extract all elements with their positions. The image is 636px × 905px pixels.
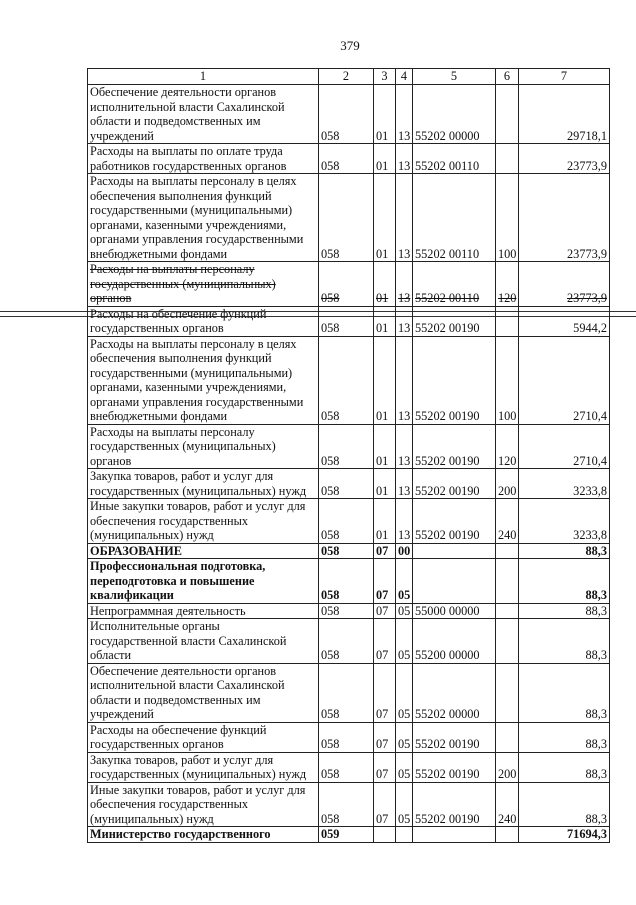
table-row	[88, 543, 610, 559]
cell-expense-type: 240	[496, 782, 519, 827]
cell-name	[88, 336, 319, 424]
cell-subsection: 13	[396, 85, 413, 144]
cell-subsection: 05	[396, 559, 413, 604]
cell-ministry-code: 058	[319, 752, 374, 782]
table-row	[88, 603, 610, 619]
cell-name-line: учреждений	[90, 128, 154, 143]
cell-amount: 88,3	[519, 722, 610, 752]
cell-section: 01	[374, 144, 396, 174]
cell-amount: 23773,9	[519, 174, 610, 262]
cell-expense-type: 200	[496, 469, 519, 499]
cell-name-line: области и подведомственных им	[90, 114, 261, 128]
cell-target-article	[413, 827, 496, 843]
table-row	[88, 619, 610, 664]
cell-ministry-code: 058	[319, 85, 374, 144]
cell-name-line: государственными (муниципальными)	[90, 203, 293, 217]
cell-amount: 23773,9	[519, 262, 610, 307]
cell-name	[88, 499, 319, 544]
cell-name	[88, 543, 319, 559]
cell-amount: 3233,8	[519, 469, 610, 499]
cell-name-line: области	[90, 648, 132, 662]
cell-amount: 88,3	[519, 619, 610, 664]
cell-name	[88, 603, 319, 619]
cell-section	[374, 827, 396, 843]
cell-target-article: 55202 00000	[413, 663, 496, 722]
cell-expense-type	[496, 306, 519, 336]
cell-ministry-code: 058	[319, 543, 374, 559]
column-header: 3	[374, 69, 396, 85]
cell-name	[88, 174, 319, 262]
column-header: 1	[88, 69, 319, 85]
table-header-row	[88, 69, 610, 85]
cell-expense-type: 100	[496, 174, 519, 262]
cell-section: 07	[374, 603, 396, 619]
cell-subsection: 05	[396, 663, 413, 722]
cell-name-line: Министерство государственного	[90, 827, 271, 841]
cell-ministry-code: 058	[319, 174, 374, 262]
cell-name-line: государственных органов	[90, 321, 224, 335]
cell-name-line: переподготовка и повышение	[90, 573, 255, 588]
table-row	[88, 663, 610, 722]
table-row	[88, 722, 610, 752]
cell-target-article: 55000 00000	[413, 603, 496, 619]
table-row	[88, 559, 610, 604]
cell-name	[88, 424, 319, 469]
cell-name-line: внебюджетными фондами	[90, 246, 228, 261]
cell-target-article: 55202 00190	[413, 499, 496, 544]
cell-subsection: 05	[396, 752, 413, 782]
cell-section: 01	[374, 469, 396, 499]
cell-ministry-code: 058	[319, 144, 374, 174]
cell-expense-type	[496, 722, 519, 752]
cell-name-line: обеспечения государственных	[90, 513, 249, 528]
cell-section: 07	[374, 543, 396, 559]
cell-target-article: 55202 00190	[413, 722, 496, 752]
cell-name	[88, 262, 319, 307]
cell-expense-type	[496, 827, 519, 843]
cell-section: 01	[374, 262, 396, 307]
cell-expense-type	[496, 144, 519, 174]
cell-expense-type	[496, 85, 519, 144]
column-header: 6	[496, 69, 519, 85]
table-row	[88, 262, 610, 307]
cell-amount: 2710,4	[519, 424, 610, 469]
cell-name-line: обеспечения государственных	[90, 797, 249, 811]
cell-subsection: 13	[396, 306, 413, 336]
cell-name	[88, 663, 319, 722]
cell-section: 07	[374, 663, 396, 722]
cell-subsection: 13	[396, 262, 413, 307]
cell-name	[88, 752, 319, 782]
cell-name-line: Расходы на выплаты персоналу	[90, 424, 255, 439]
cell-target-article	[413, 559, 496, 604]
cell-name-line: государственных органов	[90, 737, 224, 751]
cell-subsection: 13	[396, 336, 413, 424]
cell-amount: 5944,2	[519, 306, 610, 336]
cell-expense-type	[496, 663, 519, 722]
cell-ministry-code: 058	[319, 499, 374, 544]
table-row	[88, 306, 610, 336]
cell-subsection: 05	[396, 603, 413, 619]
cell-target-article: 55202 00190	[413, 424, 496, 469]
cell-name-line: ОБРАЗОВАНИЕ	[90, 543, 182, 558]
page-number: 379	[340, 38, 360, 53]
cell-expense-type: 100	[496, 336, 519, 424]
cell-ministry-code: 058	[319, 663, 374, 722]
column-header: 2	[319, 69, 374, 85]
cell-amount: 88,3	[519, 603, 610, 619]
cell-name-line: органов	[90, 453, 132, 468]
cell-expense-type: 200	[496, 752, 519, 782]
cell-ministry-code: 059	[319, 827, 374, 843]
cell-section: 01	[374, 499, 396, 544]
cell-name-line: органами, казенными учреждениями,	[90, 380, 287, 394]
cell-name	[88, 144, 319, 174]
cell-amount: 29718,1	[519, 85, 610, 144]
cell-name-line: внебюджетными фондами	[90, 409, 228, 423]
cell-name-line: органами управления государственными	[90, 232, 304, 246]
budget-table	[87, 68, 610, 843]
cell-name-line: органами управления государственными	[90, 394, 304, 409]
cell-amount: 2710,4	[519, 336, 610, 424]
cell-subsection: 00	[396, 543, 413, 559]
cell-name-line: Иные закупки товаров, работ и услуг для	[90, 782, 306, 797]
cell-amount: 23773,9	[519, 144, 610, 174]
table-row	[88, 424, 610, 469]
cell-name-line: Исполнительные органы	[90, 619, 220, 633]
cell-name-line: Иные закупки товаров, работ и услуг для	[90, 499, 306, 513]
cell-subsection: 05	[396, 722, 413, 752]
cell-name-line: Закупка товаров, работ и услуг для	[90, 469, 274, 483]
cell-target-article: 55202 00110	[413, 262, 496, 307]
cell-name	[88, 469, 319, 499]
cell-expense-type	[496, 603, 519, 619]
cell-expense-type	[496, 543, 519, 559]
cell-section: 01	[374, 336, 396, 424]
cell-target-article: 55202 00190	[413, 752, 496, 782]
cell-ministry-code: 058	[319, 782, 374, 827]
cell-ministry-code: 058	[319, 262, 374, 307]
cell-target-article	[413, 543, 496, 559]
table-row	[88, 499, 610, 544]
cell-name-line: работников государственных органов	[90, 158, 287, 173]
cell-name-line: Расходы на обеспечение функций	[90, 306, 267, 321]
cell-expense-type	[496, 559, 519, 604]
cell-subsection: 05	[396, 782, 413, 827]
cell-section: 01	[374, 85, 396, 144]
cell-name-line: Закупка товаров, работ и услуг для	[90, 752, 274, 767]
table-row	[88, 752, 610, 782]
cell-name-line: Расходы на выплаты персоналу в целях	[90, 174, 297, 188]
cell-target-article: 55202 00190	[413, 336, 496, 424]
cell-name	[88, 85, 319, 144]
cell-name-line: (муниципальных) нужд	[90, 528, 214, 542]
cell-name-line: Расходы на выплаты персоналу в целях	[90, 336, 297, 351]
cell-name-line: государственными (муниципальными)	[90, 365, 293, 380]
cell-ministry-code: 058	[319, 424, 374, 469]
cell-section: 01	[374, 174, 396, 262]
cell-subsection: 13	[396, 469, 413, 499]
cell-name-line: Непрограммная деятельность	[90, 603, 246, 618]
cell-ministry-code: 058	[319, 559, 374, 604]
cell-name-line: государственной власти Сахалинской	[90, 633, 287, 648]
cell-target-article: 55202 00190	[413, 306, 496, 336]
cell-name	[88, 722, 319, 752]
cell-name	[88, 559, 319, 604]
cell-section: 01	[374, 306, 396, 336]
cell-subsection: 13	[396, 499, 413, 544]
cell-ministry-code: 058	[319, 603, 374, 619]
cell-expense-type: 240	[496, 499, 519, 544]
column-header: 4	[396, 69, 413, 85]
column-header: 7	[519, 69, 610, 85]
cell-name-line: государственных (муниципальных)	[90, 276, 276, 291]
cell-name	[88, 306, 319, 336]
cell-name-line: Расходы на выплаты персоналу	[90, 262, 255, 276]
cell-section: 07	[374, 752, 396, 782]
cell-amount: 88,3	[519, 663, 610, 722]
cell-name-line: государственных (муниципальных)	[90, 439, 276, 453]
cell-section: 01	[374, 424, 396, 469]
cell-name-line: Расходы на обеспечение функций	[90, 722, 267, 737]
table-row	[88, 782, 610, 827]
table-row	[88, 827, 610, 843]
cell-amount: 88,3	[519, 543, 610, 559]
table-row	[88, 85, 610, 144]
cell-expense-type: 120	[496, 262, 519, 307]
cell-target-article: 55202 00000	[413, 85, 496, 144]
cell-target-article: 55202 00110	[413, 174, 496, 262]
cell-subsection	[396, 827, 413, 843]
cell-section: 07	[374, 722, 396, 752]
cell-ministry-code: 058	[319, 619, 374, 664]
cell-name-line: Обеспечение деятельности органов	[90, 85, 277, 99]
cell-name-line: области и подведомственных им	[90, 692, 261, 707]
cell-name-line: обеспечения выполнения функций	[90, 351, 272, 365]
cell-amount: 88,3	[519, 782, 610, 827]
column-header: 5	[413, 69, 496, 85]
cell-amount: 3233,8	[519, 499, 610, 544]
cell-name-line: Профессиональная подготовка,	[90, 559, 266, 573]
table-row	[88, 336, 610, 424]
cell-target-article: 55200 00000	[413, 619, 496, 664]
cell-expense-type: 120	[496, 424, 519, 469]
cell-name-line: обеспечения выполнения функций	[90, 188, 272, 203]
cell-name-line: государственных (муниципальных) нужд	[90, 767, 307, 781]
cell-section: 07	[374, 782, 396, 827]
cell-name-line: исполнительной власти Сахалинской	[90, 99, 285, 114]
cell-subsection: 13	[396, 424, 413, 469]
cell-target-article: 55202 00190	[413, 469, 496, 499]
cell-name-line: (муниципальных) нужд	[90, 811, 214, 826]
cell-name-line: государственных (муниципальных) нужд	[90, 483, 307, 498]
cell-name-line: Расходы на выплаты по оплате труда	[90, 144, 283, 158]
cell-ministry-code: 058	[319, 306, 374, 336]
cell-ministry-code: 058	[319, 469, 374, 499]
cell-name	[88, 827, 319, 843]
cell-section: 07	[374, 619, 396, 664]
cell-name-line: Обеспечение деятельности органов	[90, 663, 277, 678]
cell-name	[88, 619, 319, 664]
cell-subsection: 13	[396, 174, 413, 262]
cell-amount: 88,3	[519, 752, 610, 782]
cell-name-line: учреждений	[90, 707, 154, 721]
cell-ministry-code: 058	[319, 336, 374, 424]
cell-subsection: 05	[396, 619, 413, 664]
cell-subsection: 13	[396, 144, 413, 174]
cell-target-article: 55202 00110	[413, 144, 496, 174]
cell-target-article: 55202 00190	[413, 782, 496, 827]
cell-name-line: органов	[90, 291, 132, 305]
cell-name-line: исполнительной власти Сахалинской	[90, 678, 285, 692]
cell-amount: 88,3	[519, 559, 610, 604]
table-row	[88, 174, 610, 262]
cell-name-line: квалификации	[90, 588, 174, 602]
table-row	[88, 144, 610, 174]
table-row	[88, 469, 610, 499]
cell-amount: 71694,3	[519, 827, 610, 843]
table-body	[88, 85, 610, 843]
cell-name-line: органами, казенными учреждениями,	[90, 217, 287, 232]
cell-expense-type	[496, 619, 519, 664]
cell-name	[88, 782, 319, 827]
cell-ministry-code: 058	[319, 722, 374, 752]
cell-section: 07	[374, 559, 396, 604]
